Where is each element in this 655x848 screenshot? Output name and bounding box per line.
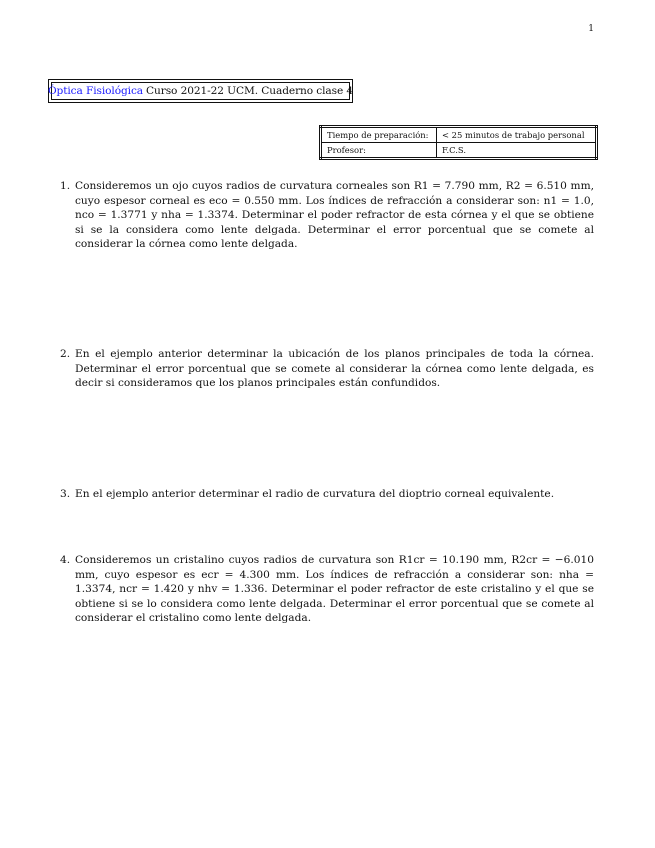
exercise-text: Consideremos un ojo cuyos radios de curvatura corneales son R1 = 7.790 mm, R2 = 6.510 mm, cuyo espesor corneal es eco = 0.550 mm. Los índices de refracción a considerar son: n1 = 1.0, nco = 1.3771 y nha = 1.3374. Determinar el poder refractor de esta córnea y el que se obtiene si se la considera como lente delgada. Determinar el error porcentual que se comete al considerar la córnea como lente delgada. <box>75 180 594 250</box>
exercise-4 <box>60 553 594 626</box>
professor-label: Profesor: <box>321 143 437 159</box>
info-table <box>319 125 598 160</box>
exercise-2 <box>60 347 594 391</box>
table-row <box>321 127 597 143</box>
title-rest: Curso 2021-22 UCM. Cuaderno clase 4 <box>146 85 354 97</box>
exercise-number: 3. <box>60 488 71 500</box>
exercise-number: 1. <box>60 180 71 192</box>
prep-time-value: < 25 minutos de trabajo personal <box>437 127 597 143</box>
professor-value: F.C.S. <box>437 143 597 159</box>
exercise-text: En el ejemplo anterior determinar el radio de curvatura del dioptrio corneal equivalente. <box>75 488 555 500</box>
title-box <box>48 79 353 103</box>
exercise-number: 4. <box>60 554 71 566</box>
exercise-1 <box>60 179 594 252</box>
exercise-number: 2. <box>60 348 71 360</box>
page-number: 1 <box>588 24 594 34</box>
title-inner-frame <box>47 82 354 100</box>
prep-time-label: Tiempo de preparación: <box>321 127 437 143</box>
course-link[interactable]: Óptica Fisiológica <box>47 85 143 97</box>
exercise-3 <box>60 487 594 502</box>
table-row <box>321 143 597 159</box>
exercise-text: Consideremos un cristalino cuyos radios de curvatura son R1cr = 10.190 mm, R2cr = −6.010 mm, cuyo espesor es ecr = 4.300 mm. Los índices de refracción a considerar son: nha = 1.3374, ncr = 1.420 y nhv = 1.336. Determinar el poder refractor de este cristalino y el que se obtiene si se lo considera como lente delgada. Determinar el error porcentual que se comete al considerar el cristalino como lente delgada. <box>75 554 594 624</box>
exercise-text: En el ejemplo anterior determinar la ubicación de los planos principales de toda la córnea. Determinar el error porcentual que se comete al considerar la córnea como lente delgada, es decir si consideramos que los planos principales están confundidos. <box>75 348 594 389</box>
